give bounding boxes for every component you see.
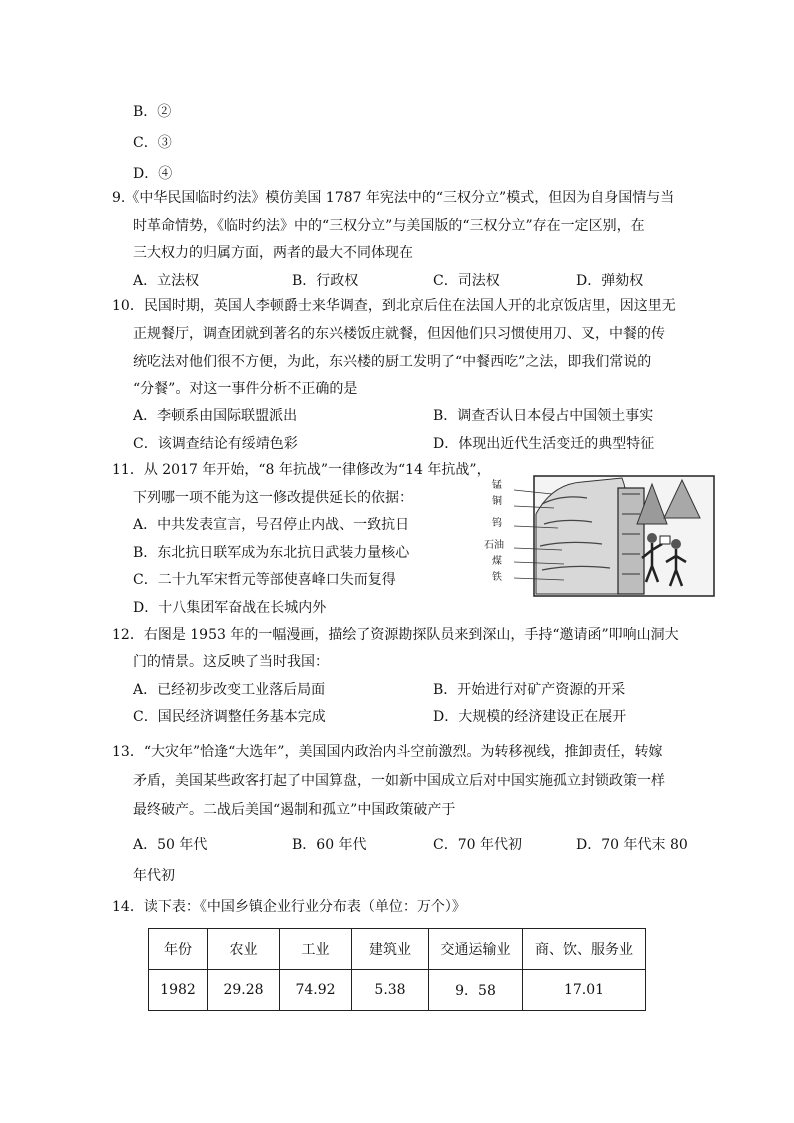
- table-header-row: [149, 929, 646, 970]
- q10-option-b: B．调查否认日本侵占中国领土事实: [433, 408, 654, 424]
- q10-option-a: A．李顿系由国际联盟派出: [133, 408, 298, 424]
- prev-option-d: D．④: [133, 166, 173, 182]
- q11-stem-line-2: 下列哪一项不能为这一修改提供延长的依据：: [133, 490, 413, 506]
- table-cell: 29.28: [208, 970, 280, 1011]
- q12-option-c: C．国民经济调整任务基本完成: [133, 709, 326, 725]
- table-cell: 9．58: [429, 970, 523, 1011]
- cartoon-label-fe: 铁: [492, 572, 502, 583]
- table-cell: 5.38: [352, 970, 429, 1011]
- q9-option-b: B．行政权: [292, 273, 359, 289]
- prev-option-b: B．②: [133, 104, 172, 120]
- table-header-cell: 农业: [208, 929, 280, 970]
- q11-option-c: C．二十九军宋哲元等部使喜峰口失而复得: [133, 572, 396, 588]
- enterprise-distribution-table: [148, 928, 646, 1011]
- prev-option-c: C．③: [133, 135, 172, 151]
- q9-stem-line-1: 9.《中华民国临时约法》模仿美国 1787 年宪法中的“三权分立”模式，但因为自身国情与当: [112, 190, 675, 206]
- q10-option-c: C．该调查结论有绥靖色彩: [133, 436, 298, 452]
- table-header-cell: 年份: [149, 929, 208, 970]
- q10-stem-line-1: 10．民国时期，英国人李顿爵士来华调查，到北京后住在法国人开的北京饭店里，因这里无: [112, 298, 676, 314]
- table-header-cell: 交通运输业: [429, 929, 523, 970]
- cartoon-drawing: [492, 474, 716, 598]
- q14-stem: 14．读下表：《中国乡镇企业行业分布表（单位：万个）》: [112, 899, 466, 915]
- cartoon-label-oil: 石油: [484, 540, 504, 551]
- q13-stem-line-1: 13．“大灾年”恰逢“大选年”，美国国内政治内斗空前激烈。为转移视线，推卸责任，转嫁: [112, 744, 663, 760]
- cartoon-label-mn: 锰: [492, 480, 502, 491]
- q10-option-d: D．体现出近代生活变迁的典型特征: [433, 436, 655, 452]
- cartoon-label-coal: 煤: [492, 556, 502, 567]
- table-cell: 17.01: [523, 970, 646, 1011]
- q13-option-d: D．70 年代末 80: [576, 837, 688, 853]
- q13-option-d-continued: 年代初: [133, 868, 175, 884]
- q12-stem-line-2: 门的情景。这反映了当时我国：: [133, 654, 329, 670]
- q12-stem-line-1: 12．右图是 1953 年的一幅漫画，描绘了资源勘探队员来到深山，手持“邀请函”叩响山洞大: [112, 627, 679, 643]
- q11-option-d: D．十八集团军奋战在长城内外: [133, 600, 327, 616]
- q13-option-c: C．70 年代初: [433, 837, 522, 853]
- q10-stem-line-2: 正规餐厅，调查团就到著名的东兴楼饭庄就餐，但因他们只习惯使用刀、叉，中餐的传: [133, 326, 665, 342]
- q9-option-d: D．弹劾权: [576, 273, 644, 289]
- table-row: [149, 970, 646, 1011]
- q9-option-a: A．立法权: [133, 273, 200, 289]
- cartoon-label-w: 钨: [492, 518, 502, 529]
- q13-option-a: A．50 年代: [133, 837, 208, 853]
- q13-stem-line-3: 最终破产。二战后美国“遏制和孤立”中国政策破产于: [133, 802, 456, 818]
- q9-option-c: C．司法权: [433, 273, 500, 289]
- cartoon-illustration: [484, 474, 716, 598]
- table-header-cell: 建筑业: [352, 929, 429, 970]
- q12-option-a: A．已经初步改变工业落后局面: [133, 682, 326, 698]
- table-cell: 1982: [149, 970, 208, 1011]
- q11-option-a: A．中共发表宣言，号召停止内战、一致抗日: [133, 517, 410, 533]
- table-cell: 74.92: [280, 970, 352, 1011]
- q13-stem-line-2: 矛盾，美国某些政客打起了中国算盘，一如新中国成立后对中国实施孤立封锁政策一样: [133, 773, 665, 789]
- q10-stem-line-4: “分餐”。对这一事件分析不正确的是: [133, 381, 358, 397]
- q11-option-b: B．东北抗日联军成为东北抗日武装力量核心: [133, 545, 410, 561]
- table-header-cell: 商、饮、服务业: [523, 929, 646, 970]
- q10-stem-line-3: 统吃法对他们很不方便，为此，东兴楼的厨工发明了“中餐西吃”之法，即我们常说的: [133, 354, 652, 370]
- q12-option-d: D．大规模的经济建设正在展开: [433, 709, 627, 725]
- q13-option-b: B．60 年代: [292, 837, 367, 853]
- q9-stem-line-3: 三大权力的归属方面，两者的最大不同体现在: [133, 245, 413, 261]
- q12-option-b: B．开始进行对矿产资源的开采: [433, 682, 626, 698]
- table-header-cell: 工业: [280, 929, 352, 970]
- q9-stem-line-2: 时革命情势，《临时约法》中的“三权分立”与美国版的“三权分立”存在一定区别，在: [133, 218, 645, 234]
- q11-stem-line-1: 11．从 2017 年开始，“8 年抗战”一律修改为“14 年抗战”，: [112, 462, 491, 478]
- cartoon-label-cu: 铜: [492, 496, 502, 507]
